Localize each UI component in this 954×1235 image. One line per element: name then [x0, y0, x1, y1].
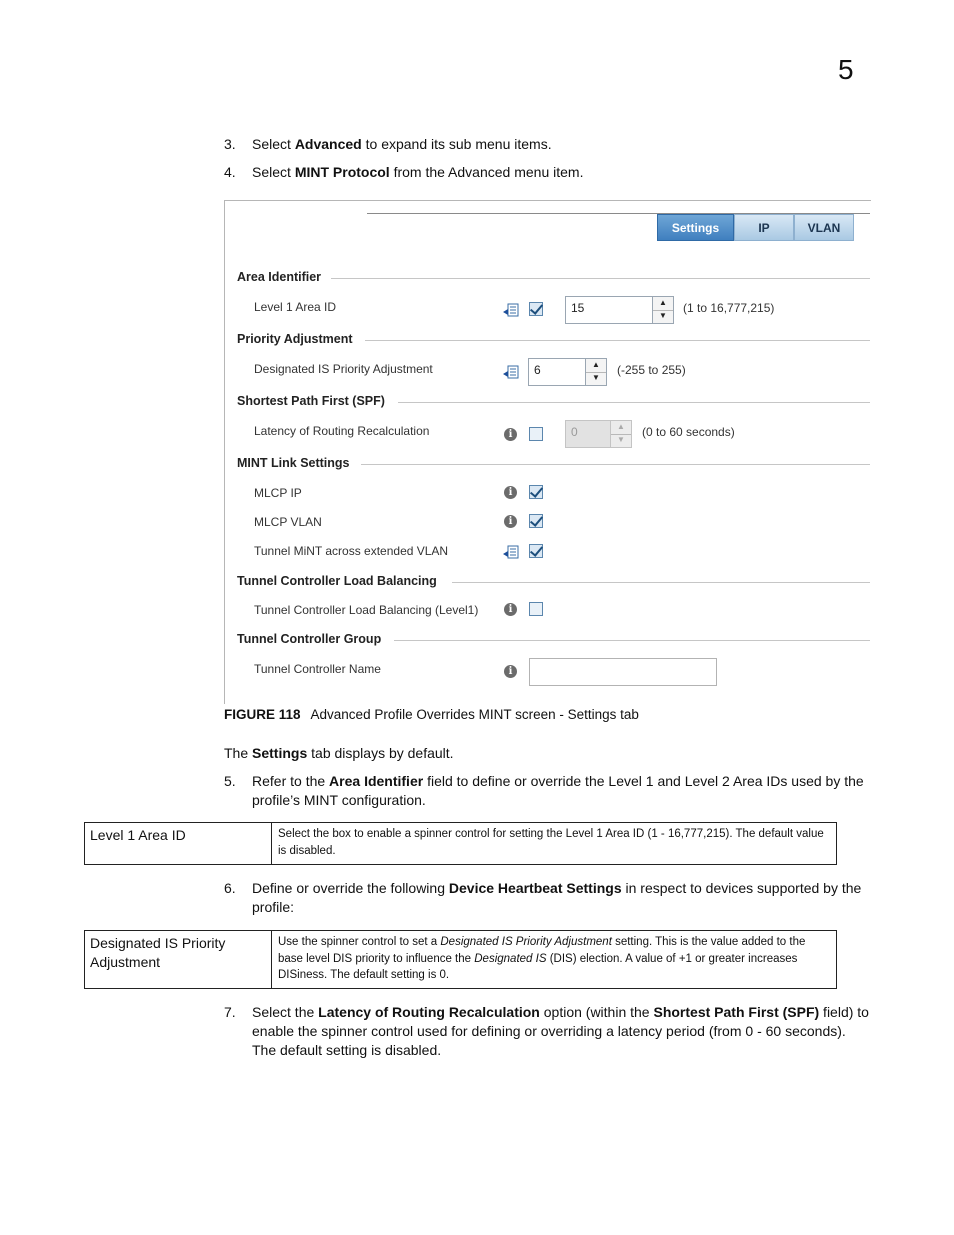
step-text: field to define or override the Level 1 and Level 2 Area IDs used by the profile’s MINT configuration. — [252, 773, 864, 808]
section-spf: Shortest Path First (SPF) — [237, 394, 385, 408]
field-label-mlcp-ip: MLCP IP — [254, 486, 302, 500]
spinner-value: 6 — [534, 363, 541, 377]
tc-lb-level1-checkbox[interactable] — [529, 602, 543, 616]
spinner-up-icon: ▲ — [611, 421, 631, 435]
table-description — [272, 931, 836, 988]
latency-range: (0 to 60 seconds) — [642, 425, 735, 439]
level1-area-id-spinner[interactable] — [565, 296, 674, 324]
table-description: Select the box to enable a spinner control for setting the Level 1 Area ID (1 - 16,777,215). The default value is disabled. — [278, 828, 824, 857]
step-number: 4. — [224, 164, 236, 180]
field-label-level1-area-id: Level 1 Area ID — [254, 300, 337, 314]
section-tc-group: Tunnel Controller Group — [237, 632, 382, 646]
info-icon[interactable]: i — [504, 428, 517, 441]
field-label-dis-priority: Designated IS Priority Adjustment — [254, 362, 433, 376]
latency-checkbox[interactable] — [529, 427, 543, 441]
override-icon[interactable] — [502, 365, 519, 379]
step-text: Select the — [252, 1004, 319, 1020]
step-5 — [224, 772, 874, 812]
section-divider — [365, 340, 870, 341]
spinner-up-icon[interactable]: ▲ — [653, 297, 673, 311]
step-text: Select — [252, 136, 295, 152]
step-number: 5. — [224, 773, 236, 789]
spinner-down-icon[interactable]: ▼ — [659, 311, 667, 320]
info-icon[interactable]: i — [504, 665, 517, 678]
spinner-value: 15 — [571, 301, 585, 315]
step-text: in respect to devices supported by the profile: — [252, 880, 862, 915]
step-bold: Shortest Path First (SPF) — [653, 1004, 820, 1020]
step-3 — [224, 135, 874, 154]
info-icon[interactable]: i — [504, 486, 517, 499]
section-area-identifier: Area Identifier — [237, 270, 322, 284]
section-tc-load-balancing: Tunnel Controller Load Balancing — [237, 574, 437, 588]
table-term: Designated IS Priority Adjustment — [85, 931, 272, 988]
section-divider — [398, 402, 870, 403]
text: tab displays by default. — [307, 745, 454, 761]
step-bold: Latency of Routing Recalculation — [318, 1004, 540, 1020]
mlcp-vlan-checkbox[interactable] — [529, 514, 543, 528]
text-italic: Designated IS — [474, 952, 547, 965]
step-7 — [224, 1003, 874, 1063]
override-icon[interactable] — [502, 303, 519, 317]
chapter-number: 5 — [838, 54, 854, 85]
mlcp-ip-checkbox[interactable] — [529, 485, 543, 499]
step-bold: MINT Protocol — [294, 164, 390, 180]
text: setting. This is the value added to the base level DIS priority to influence the — [278, 936, 806, 965]
step-text: Define or override the following — [252, 880, 449, 896]
latency-spinner — [565, 420, 632, 448]
step-text: to expand its sub menu items. — [361, 136, 552, 152]
text: The — [224, 745, 253, 761]
step-bold: Advanced — [294, 136, 362, 152]
step-text: Refer to the — [252, 773, 330, 789]
figure-caption — [224, 705, 639, 725]
spinner-down-icon[interactable]: ▼ — [592, 373, 600, 382]
spinner-up-icon[interactable]: ▲ — [586, 359, 606, 373]
tab-ip[interactable]: IP — [734, 214, 794, 241]
field-label-latency: Latency of Routing Recalculation — [254, 424, 430, 438]
step-text: from the Advanced menu item. — [389, 164, 584, 180]
field-label-tc-lb-level1: Tunnel Controller Load Balancing (Level1) — [254, 603, 479, 617]
level1-area-id-range: (1 to 16,777,215) — [683, 301, 775, 315]
figure-label: FIGURE 118 — [224, 707, 301, 722]
definition-table-level1 — [84, 822, 837, 865]
dis-priority-spinner[interactable] — [528, 358, 607, 386]
text: (DIS) election. A value of +1 or greater increases DISiness. The default setting is 0. — [278, 952, 798, 981]
dis-priority-range: (-255 to 255) — [617, 363, 686, 377]
settings-default-text — [224, 744, 874, 763]
section-divider — [361, 464, 870, 465]
step-number: 3. — [224, 136, 236, 152]
spinner-value: 0 — [571, 425, 578, 439]
tab-bar — [657, 214, 854, 241]
section-divider — [331, 278, 870, 279]
info-icon[interactable]: i — [504, 603, 517, 616]
definition-table-dis — [84, 930, 837, 989]
text-italic: Designated IS Priority Adjustment — [440, 936, 612, 948]
step-text: option (within the — [539, 1004, 654, 1020]
section-mint-link: MINT Link Settings — [237, 456, 350, 470]
step-bold: Area Identifier — [329, 773, 424, 789]
section-divider — [452, 582, 870, 583]
tab-settings[interactable]: Settings — [657, 214, 734, 241]
section-divider — [394, 640, 870, 641]
field-label-mlcp-vlan: MLCP VLAN — [254, 515, 322, 529]
tunnel-mint-checkbox[interactable] — [529, 544, 543, 558]
figure-title: Advanced Profile Overrides MINT screen - Settings tab — [310, 707, 639, 722]
level1-area-id-checkbox[interactable] — [529, 302, 543, 316]
step-bold: Device Heartbeat Settings — [448, 880, 622, 896]
text: Use the spinner control to set a — [278, 936, 441, 948]
step-number: 6. — [224, 880, 236, 896]
info-icon[interactable]: i — [504, 515, 517, 528]
step-text: field) to enable the spinner control used for defining or overriding a latency period (from 0 - 60 seconds). The default setting is disabled. — [252, 1004, 869, 1058]
override-icon[interactable] — [502, 545, 519, 559]
step-4 — [224, 163, 874, 182]
step-6 — [224, 879, 874, 919]
tc-name-input[interactable] — [529, 658, 717, 686]
spinner-down-icon: ▼ — [617, 435, 625, 444]
tab-vlan[interactable]: VLAN — [794, 214, 854, 241]
table-term: Level 1 Area ID — [85, 823, 272, 864]
field-label-tc-name: Tunnel Controller Name — [254, 662, 381, 676]
step-number: 7. — [224, 1004, 236, 1020]
step-text: Select — [252, 164, 295, 180]
text-bold: Settings — [252, 745, 308, 761]
field-label-tunnel-mint: Tunnel MiNT across extended VLAN — [254, 544, 449, 558]
section-priority-adjustment: Priority Adjustment — [237, 332, 353, 346]
